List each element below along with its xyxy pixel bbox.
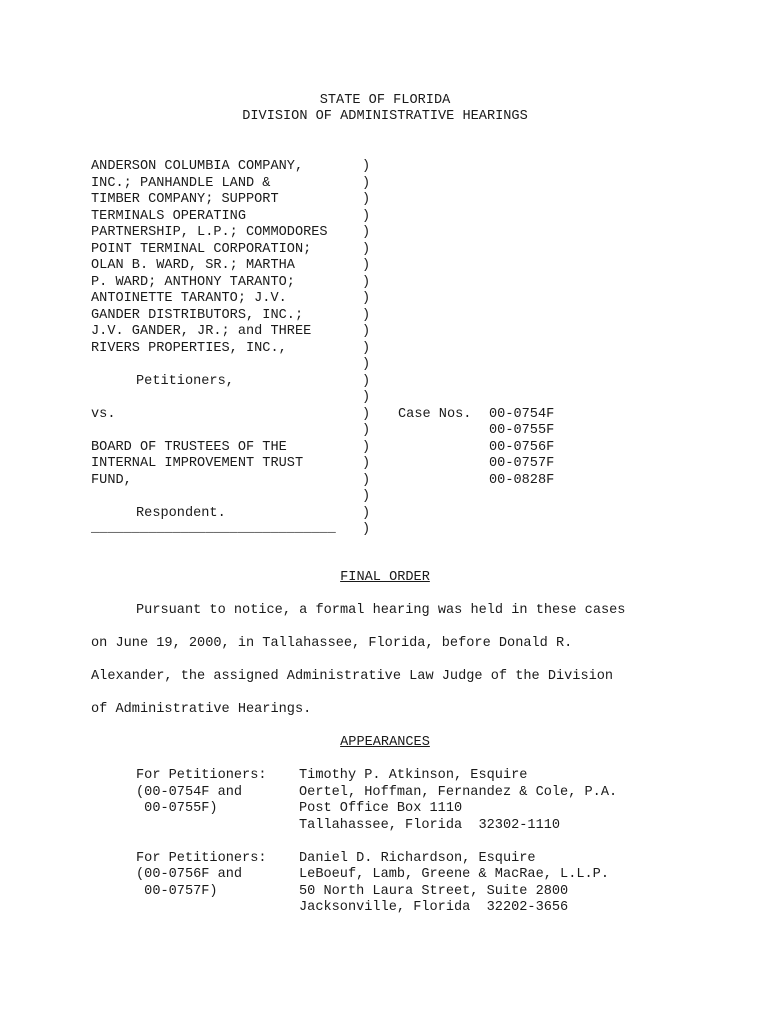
appearance-counsel: Daniel D. Richardson, Esquire — [299, 850, 536, 866]
caption-underline: ______________________________ — [91, 521, 336, 536]
caption-line: BOARD OF TRUSTEES OF THE — [91, 439, 287, 455]
case-number: 00-0828F — [489, 472, 555, 488]
paren: ) — [362, 291, 371, 306]
paren: ) — [362, 439, 371, 455]
paren: ) — [362, 423, 371, 438]
paren: ) — [362, 456, 371, 471]
paren: ) — [362, 324, 371, 339]
caption-line: GANDER DISTRIBUTORS, INC.; — [91, 307, 304, 323]
paren: ) — [362, 522, 371, 537]
paren: ) — [362, 159, 371, 174]
caption-line: RIVERS PROPERTIES, INC., — [91, 340, 287, 356]
caption-line: INTERNAL IMPROVEMENT TRUST — [91, 456, 304, 471]
paren: ) — [362, 505, 371, 521]
caption-line: FUND, — [91, 472, 132, 488]
caption-line: INC.; PANHANDLE LAND & — [91, 175, 271, 191]
case-number: 00-0755F — [489, 423, 555, 438]
paren: ) — [362, 307, 371, 323]
appearance-party: For Petitioners: — [136, 850, 267, 866]
paren: ) — [362, 472, 371, 488]
case-number: 00-0756F — [489, 439, 555, 455]
appearance-counsel: LeBoeuf, Lamb, Greene & MacRae, L.L.P. — [299, 867, 609, 882]
paren: ) — [362, 373, 371, 389]
paren: ) — [362, 390, 371, 405]
paren: ) — [362, 225, 371, 240]
appearance-counsel: 50 North Laura Street, Suite 2800 — [299, 883, 569, 899]
paragraph-line: Pursuant to notice, a formal hearing was held in these cases — [136, 603, 626, 618]
respondent-label: Respondent. — [136, 505, 226, 521]
paragraph-line: Alexander, the assigned Administrative Law Judge of the Division — [91, 669, 614, 684]
paren: ) — [362, 489, 371, 504]
header-division: DIVISION OF ADMINISTRATIVE HEARINGS — [242, 109, 528, 124]
final-order-title: FINAL ORDER — [340, 570, 430, 585]
caption-line: TERMINALS OPERATING — [91, 208, 246, 224]
paren: ) — [362, 208, 371, 224]
paren: ) — [362, 340, 371, 356]
appearance-party: For Petitioners: — [136, 768, 267, 783]
paragraph-line: of Administrative Hearings. — [91, 702, 312, 717]
appearances-title: APPEARANCES — [340, 735, 430, 750]
paren: ) — [362, 406, 371, 422]
caption-line: PARTNERSHIP, L.P.; COMMODORES — [91, 225, 328, 240]
caption-line: OLAN B. WARD, SR.; MARTHA — [91, 258, 295, 273]
paren: ) — [362, 357, 371, 372]
appearance-party: 00-0755F) — [136, 801, 218, 816]
caption-line: ANDERSON COLUMBIA COMPANY, — [91, 159, 304, 174]
appearance-counsel: Oertel, Hoffman, Fernandez & Cole, P.A. — [299, 784, 618, 800]
caption-line: J.V. GANDER, JR.; and THREE — [91, 324, 312, 339]
header-state: STATE OF FLORIDA — [319, 93, 451, 108]
appearance-party: (00-0756F and — [136, 867, 243, 882]
appearance-counsel: Timothy P. Atkinson, Esquire — [299, 768, 528, 783]
appearance-party: (00-0754F and — [136, 784, 243, 800]
paren: ) — [362, 241, 371, 257]
caption-line: TIMBER COMPANY; SUPPORT — [91, 192, 279, 207]
paren: ) — [362, 192, 371, 207]
petitioners-label: Petitioners, — [136, 373, 234, 389]
paren: ) — [362, 258, 371, 273]
case-number: 00-0757F — [489, 456, 555, 471]
appearance-counsel: Post Office Box 1110 — [299, 801, 463, 816]
paren: ) — [362, 175, 371, 191]
caption-line: ANTOINETTE TARANTO; J.V. — [91, 291, 287, 306]
case-label: Case Nos. — [398, 406, 472, 422]
appearance-counsel: Jacksonville, Florida 32202-3656 — [299, 900, 569, 915]
vs-label: vs. — [91, 406, 116, 422]
appearance-counsel: Tallahassee, Florida 32302-1110 — [299, 817, 561, 833]
caption-line: POINT TERMINAL CORPORATION; — [91, 241, 312, 257]
appearance-party: 00-0757F) — [136, 883, 218, 899]
paren: ) — [362, 274, 371, 290]
case-number: 00-0754F — [489, 406, 555, 422]
caption-line: P. WARD; ANTHONY TARANTO; — [91, 274, 295, 290]
paragraph-line: on June 19, 2000, in Tallahassee, Florida, before Donald R. — [91, 636, 573, 651]
